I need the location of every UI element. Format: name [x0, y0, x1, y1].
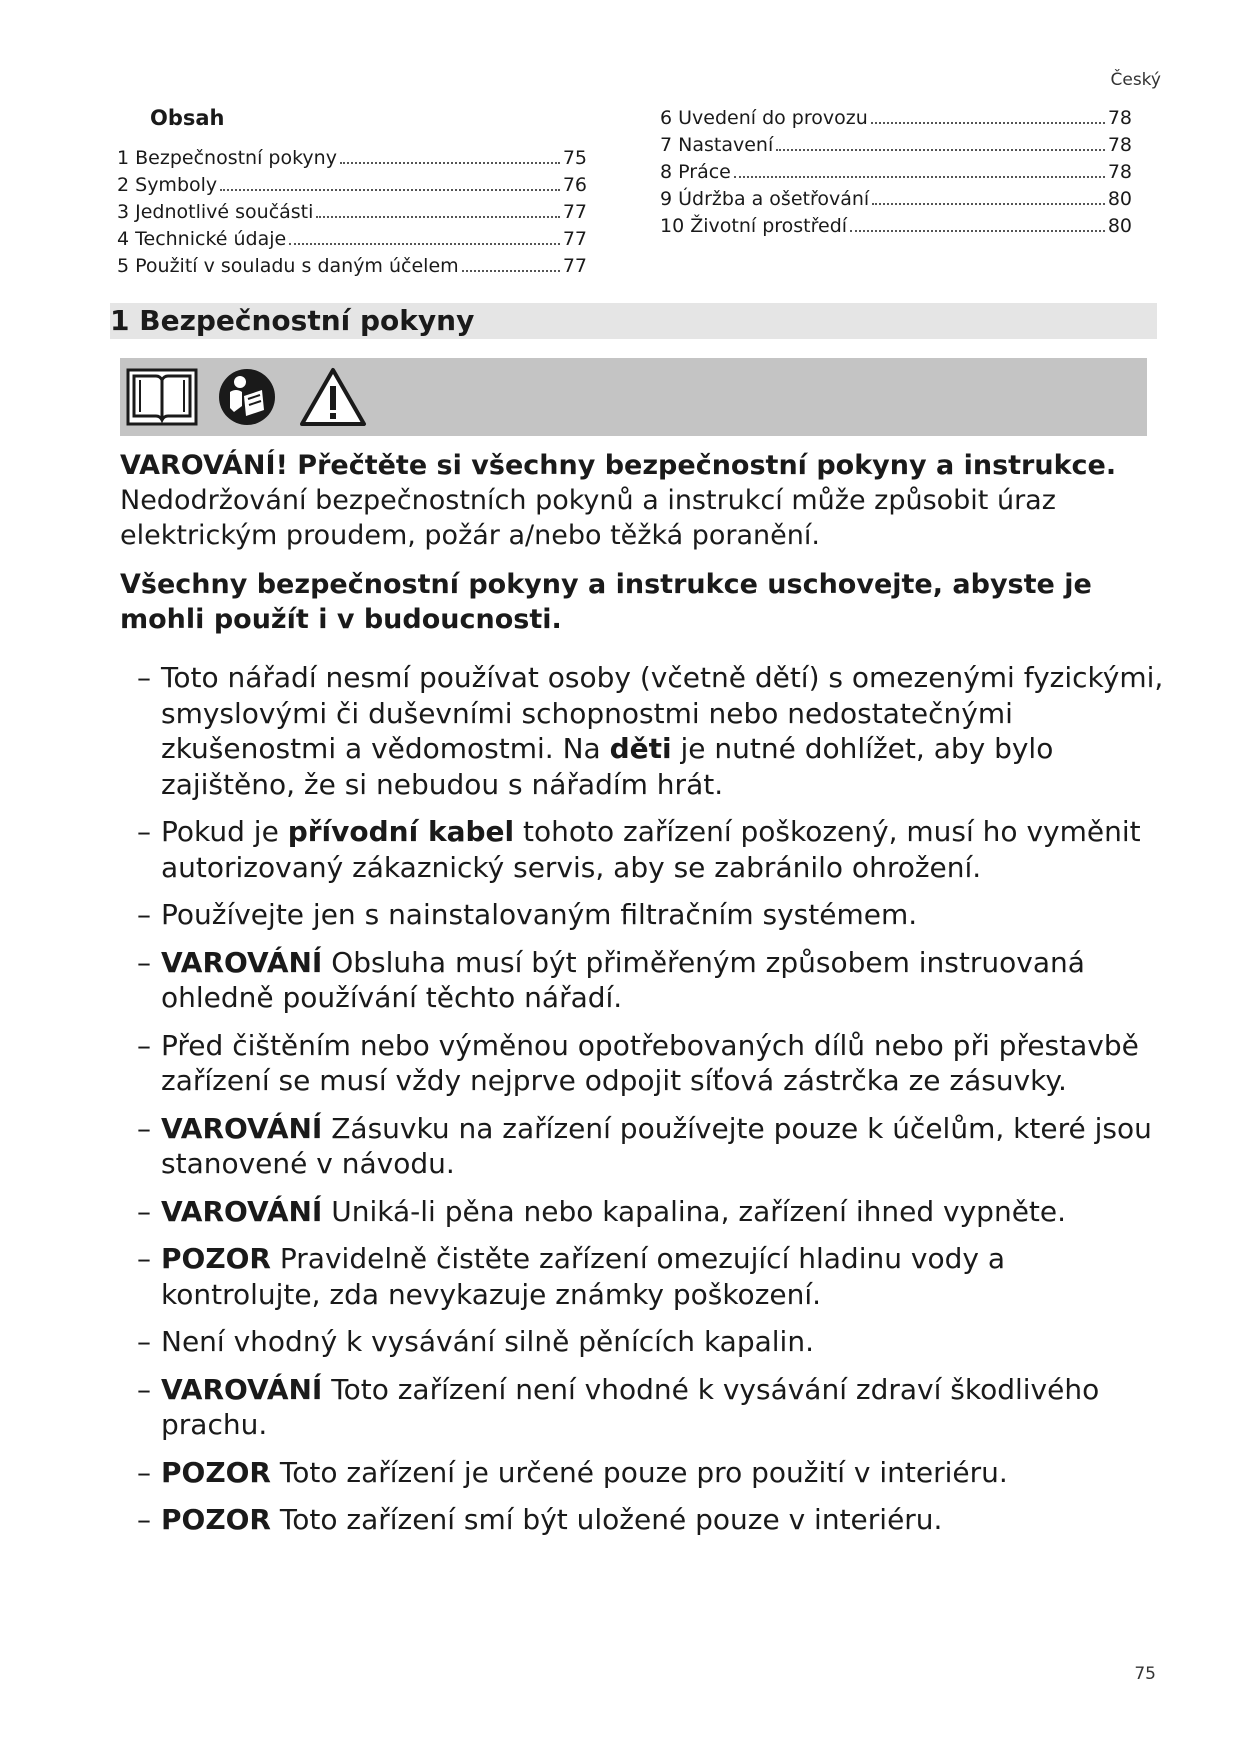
warning-bold: VAROVÁNÍ! Přečtěte si všechny bezpečnostní pokyny a instrukce.	[120, 450, 1117, 481]
toc-entry[interactable]	[117, 172, 587, 199]
list-item: – POZOR Pravidelně čistěte zařízení omezující hladinu vody a kontrolujte, zda nevykazuje známky poškození.	[137, 1242, 1005, 1311]
toc-entry-page: 77	[562, 255, 587, 277]
toc-entry-page: 78	[1107, 134, 1132, 156]
list-item: – Není vhodný k vysávání silně pěnících kapalin.	[137, 1325, 814, 1358]
list-item: – Toto nářadí nesmí používat osoby (včetně dětí) s omezenými fyzickými, smyslovými či duševními schopnostmi nebo nedostatečnými zkušenostmi a vědomostmi. Na děti je nutné dohlížet, aby bylo zajištěno, že si nebudou s nářadím hrát.	[137, 661, 1164, 801]
toc-entry[interactable]	[117, 199, 587, 226]
toc-entry[interactable]	[117, 253, 587, 280]
list-item: – VAROVÁNÍ Uniká-li pěna nebo kapalina, zařízení ihned vypněte.	[137, 1194, 1067, 1228]
toc-entry-page: 75	[562, 147, 587, 169]
toc-entry-label: 5 Použití v souladu s daným účelem	[117, 255, 459, 277]
warning-triangle-icon	[298, 366, 368, 428]
toc-entry-page: 77	[562, 228, 587, 250]
safety-icon-strip	[120, 358, 1147, 436]
toc-entry-label: 2 Symboly	[117, 174, 218, 196]
list-item: – VAROVÁNÍ Obsluha musí být přiměřeným způsobem instruovaná ohledně používání těchto nářadí.	[137, 945, 1085, 1014]
toc-entry-label: 7 Nastavení	[660, 134, 774, 156]
keep-instructions-note: Všechny bezpečnostní pokyny a instrukce uschovejte, abyste je mohli použít i v budoucnosti.	[120, 569, 1092, 635]
language-label: Český	[1110, 70, 1161, 90]
list-item: – VAROVÁNÍ Toto zařízení není vhodné k vysávání zdraví škodlivého prachu.	[137, 1372, 1100, 1441]
toc-entry[interactable]	[117, 145, 587, 172]
toc-entry-page: 76	[562, 174, 587, 196]
safety-instructions-list	[116, 660, 1166, 1550]
warning-paragraph	[120, 448, 1160, 553]
toc-left-column	[117, 145, 587, 280]
toc-entry-label: 1 Bezpečnostní pokyny	[117, 147, 337, 169]
toc-entry[interactable]	[660, 159, 1132, 186]
read-manual-icon	[216, 366, 278, 428]
list-item: – POZOR Toto zařízení je určené pouze pro použití v interiéru.	[137, 1455, 1008, 1489]
toc-entry-label: 6 Uvedení do provozu	[660, 107, 868, 129]
list-item: – Používejte jen s nainstalovaným filtračním systémem.	[137, 898, 918, 931]
toc-entry-page: 80	[1107, 215, 1132, 237]
toc-entry-label: 8 Práce	[660, 161, 731, 183]
toc-entry-label: 9 Údržba a ošetřování	[660, 188, 870, 210]
toc-entry-page: 77	[562, 201, 587, 223]
toc-entry-page: 78	[1107, 107, 1132, 129]
toc-entry-page: 80	[1107, 188, 1132, 210]
toc-entry[interactable]	[660, 105, 1132, 132]
page-number: 75	[1134, 1664, 1156, 1684]
list-item: – POZOR Toto zařízení smí být uložené pouze v interiéru.	[137, 1503, 943, 1536]
list-item: – Před čištěním nebo výměnou opotřebovaných dílů nebo při přestavbě zařízení se musí vždy nejprve odpojit síťová zástrčka ze zásuvky.	[137, 1028, 1139, 1097]
toc-entry-label: 10 Životní prostředí	[660, 215, 848, 237]
toc-entry[interactable]	[660, 213, 1132, 240]
toc-entry-page: 78	[1107, 161, 1132, 183]
toc-right-column	[660, 105, 1132, 240]
toc-entry-label: 3 Jednotlivé součásti	[117, 201, 314, 223]
manual-book-icon	[126, 366, 198, 428]
list-item: – VAROVÁNÍ Zásuvku na zařízení používejte pouze k účelům, které jsou stanovené v návodu.	[137, 1111, 1152, 1180]
list-item: – Pokud je přívodní kabel tohoto zařízení poškozený, musí ho vyměnit autorizovaný zákaznický servis, aby se zabránilo ohrožení.	[137, 815, 1141, 884]
toc-entry[interactable]	[660, 186, 1132, 213]
toc-entry[interactable]	[660, 132, 1132, 159]
toc-heading: Obsah	[150, 106, 225, 130]
warning-text: Nedodržování bezpečnostních pokynů a instrukcí může způsobit úraz elektrickým proudem, požár a/nebo těžká poranění.	[120, 485, 1056, 551]
toc-entry-label: 4 Technické údaje	[117, 228, 287, 250]
section-title: 1 Bezpečnostní pokyny	[110, 304, 475, 337]
toc-entry[interactable]	[117, 226, 587, 253]
